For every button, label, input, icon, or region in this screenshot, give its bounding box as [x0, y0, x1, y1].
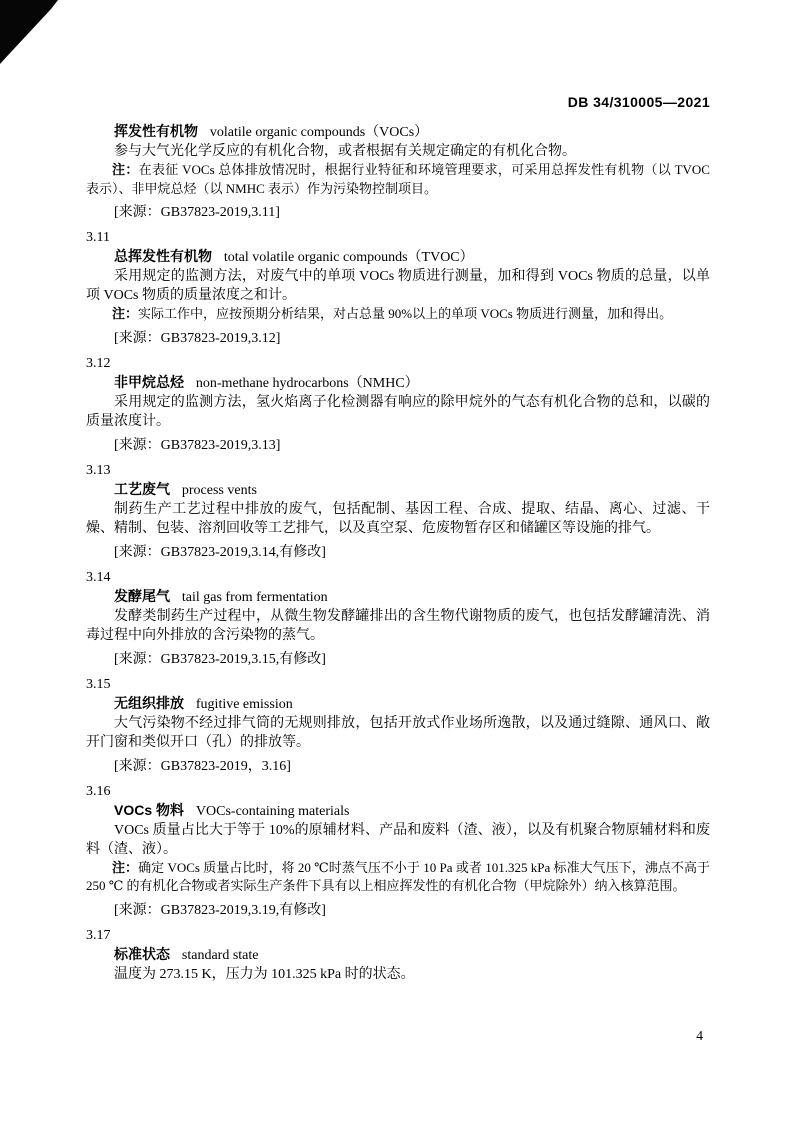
source-reference: [来源：GB37823-2019,3.12] [114, 330, 281, 346]
clause-number: 3.15 [86, 676, 111, 692]
term-line [114, 122, 710, 142]
term-english: fugitive emission [195, 696, 293, 712]
source-reference: [来源：GB37823-2019,3.14,有修改] [114, 544, 326, 560]
term-chinese: 标准状态 [114, 945, 170, 962]
term-english: non-methane hydrocarbons（NMHC） [195, 375, 419, 391]
clause-number: 3.14 [86, 569, 111, 585]
note [86, 859, 710, 896]
note-text: 在表征 VOCs 总体排放情况时，根据行业特征和环境管理要求，可采用总挥发性有机物（以 TVOC 表示）、非甲烷总烃（以 NMHC 表示）作为污染物控制项目。 [86, 162, 710, 196]
term-english: volatile organic compounds（VOCs） [209, 125, 429, 140]
definition-paragraph: 温度为 273.15 K，压力为 101.325 kPa 时的状态。 [114, 966, 415, 982]
scan-corner-artifact [0, 0, 58, 64]
term-entry [86, 354, 710, 455]
term-line [114, 587, 710, 607]
note-text: 实际工作中，应按预期分析结果，对占总量 90%以上的单项 VOCs 物质进行测量，加和得出。 [138, 306, 673, 321]
term-line [114, 801, 710, 821]
term-entry [86, 122, 710, 222]
definition-paragraph: VOCs 质量占比大于等于 10%的原辅材料、产品和废料（渣、液），以及有机聚合物原辅材料和废料（渣、液）。 [86, 822, 710, 857]
definition-paragraph: 采用规定的监测方法，氢火焰离子化检测器有响应的除甲烷外的气态有机化合物的总和，以碳的质量浓度计。 [86, 394, 710, 429]
source-reference: [来源：GB37823-2019，3.16] [114, 758, 291, 774]
term-line [114, 480, 710, 500]
term-english: total volatile organic compounds（TVOC） [223, 250, 474, 265]
source-reference: [来源：GB37823-2019,3.11] [114, 205, 280, 220]
term-english: standard state [181, 947, 259, 963]
term-chinese: 总挥发性有机物 [114, 248, 212, 264]
term-chinese: 非甲烷总烃 [114, 373, 184, 390]
page-number: 4 [696, 1028, 703, 1043]
definition-paragraph: 采用规定的监测方法，对废气中的单项 VOCs 物质进行测量，加和得到 VOCs 物质的总量，以单项 VOCs 物质的质量浓度之和计。 [86, 269, 710, 303]
document-code: DB 34/310005—2021 [567, 94, 710, 110]
term-entry [86, 926, 710, 984]
definition-paragraph: 发酵类制药生产过程中，从微生物发酵罐排出的含生物代谢物质的废气，也包括发酵罐清洗、消毒过程中向外排放的含污染物的蒸气。 [86, 608, 710, 643]
source-reference: [来源：GB37823-2019,3.19,有修改] [114, 902, 326, 918]
definition-paragraph: 制药生产工艺过程中排放的废气，包括配制、基因工程、合成、提取、结晶、离心、过滤、干燥、精制、包装、溶剂回收等工艺排气，以及真空泵、危废物暂存区和储罐区等设施的排气。 [86, 501, 710, 536]
note-label: 注： [112, 859, 139, 875]
term-entry [86, 675, 710, 776]
source-reference: [来源：GB37823-2019,3.13] [114, 437, 281, 453]
clause-number: 3.11 [86, 230, 110, 245]
term-chinese: 发酵尾气 [114, 587, 170, 604]
definition-paragraph: 大气污染物不经过排气筒的无规则排放，包括开放式作业场所逸散，以及通过缝隙、通风口、敞开门窗和类似开口（孔）的排放等。 [86, 715, 710, 750]
note [86, 305, 710, 324]
term-chinese: VOCs 物料 [114, 801, 185, 818]
term-line [114, 373, 710, 393]
term-english: process vents [181, 482, 257, 498]
definition-paragraph: 参与大气光化学反应的有机化合物，或者根据有关规定确定的有机化合物。 [114, 144, 576, 159]
term-line [114, 945, 710, 965]
term-line [114, 694, 710, 714]
term-chinese: 无组织排放 [114, 694, 184, 711]
clause-number: 3.17 [86, 927, 111, 943]
note-label: 注： [112, 162, 139, 177]
note [86, 161, 710, 198]
term-english: VOCs-containing materials [195, 803, 350, 819]
term-entry [86, 461, 710, 562]
terms-section [86, 122, 710, 984]
term-english: tail gas from fermentation [181, 589, 328, 605]
term-chinese: 挥发性有机物 [114, 123, 198, 139]
clause-number: 3.16 [86, 783, 111, 799]
note-label: 注： [112, 306, 139, 321]
term-entry [86, 568, 710, 669]
term-entry [86, 228, 710, 348]
term-line [114, 247, 710, 267]
note-text: 确定 VOCs 质量占比时，将 20 ℃时蒸气压不小于 10 Pa 或者 101.325 kPa 标准大气压下，沸点不高于 250 ℃ 的有机化合物或者实际生产条件下具有以上相应挥发性的有机化合物（甲烷除外）纳入核算范围。 [86, 859, 710, 893]
term-entry [86, 782, 710, 920]
clause-number: 3.12 [86, 355, 111, 371]
source-reference: [来源：GB37823-2019,3.15,有修改] [114, 651, 326, 667]
term-chinese: 工艺废气 [114, 480, 170, 497]
clause-number: 3.13 [86, 462, 111, 478]
